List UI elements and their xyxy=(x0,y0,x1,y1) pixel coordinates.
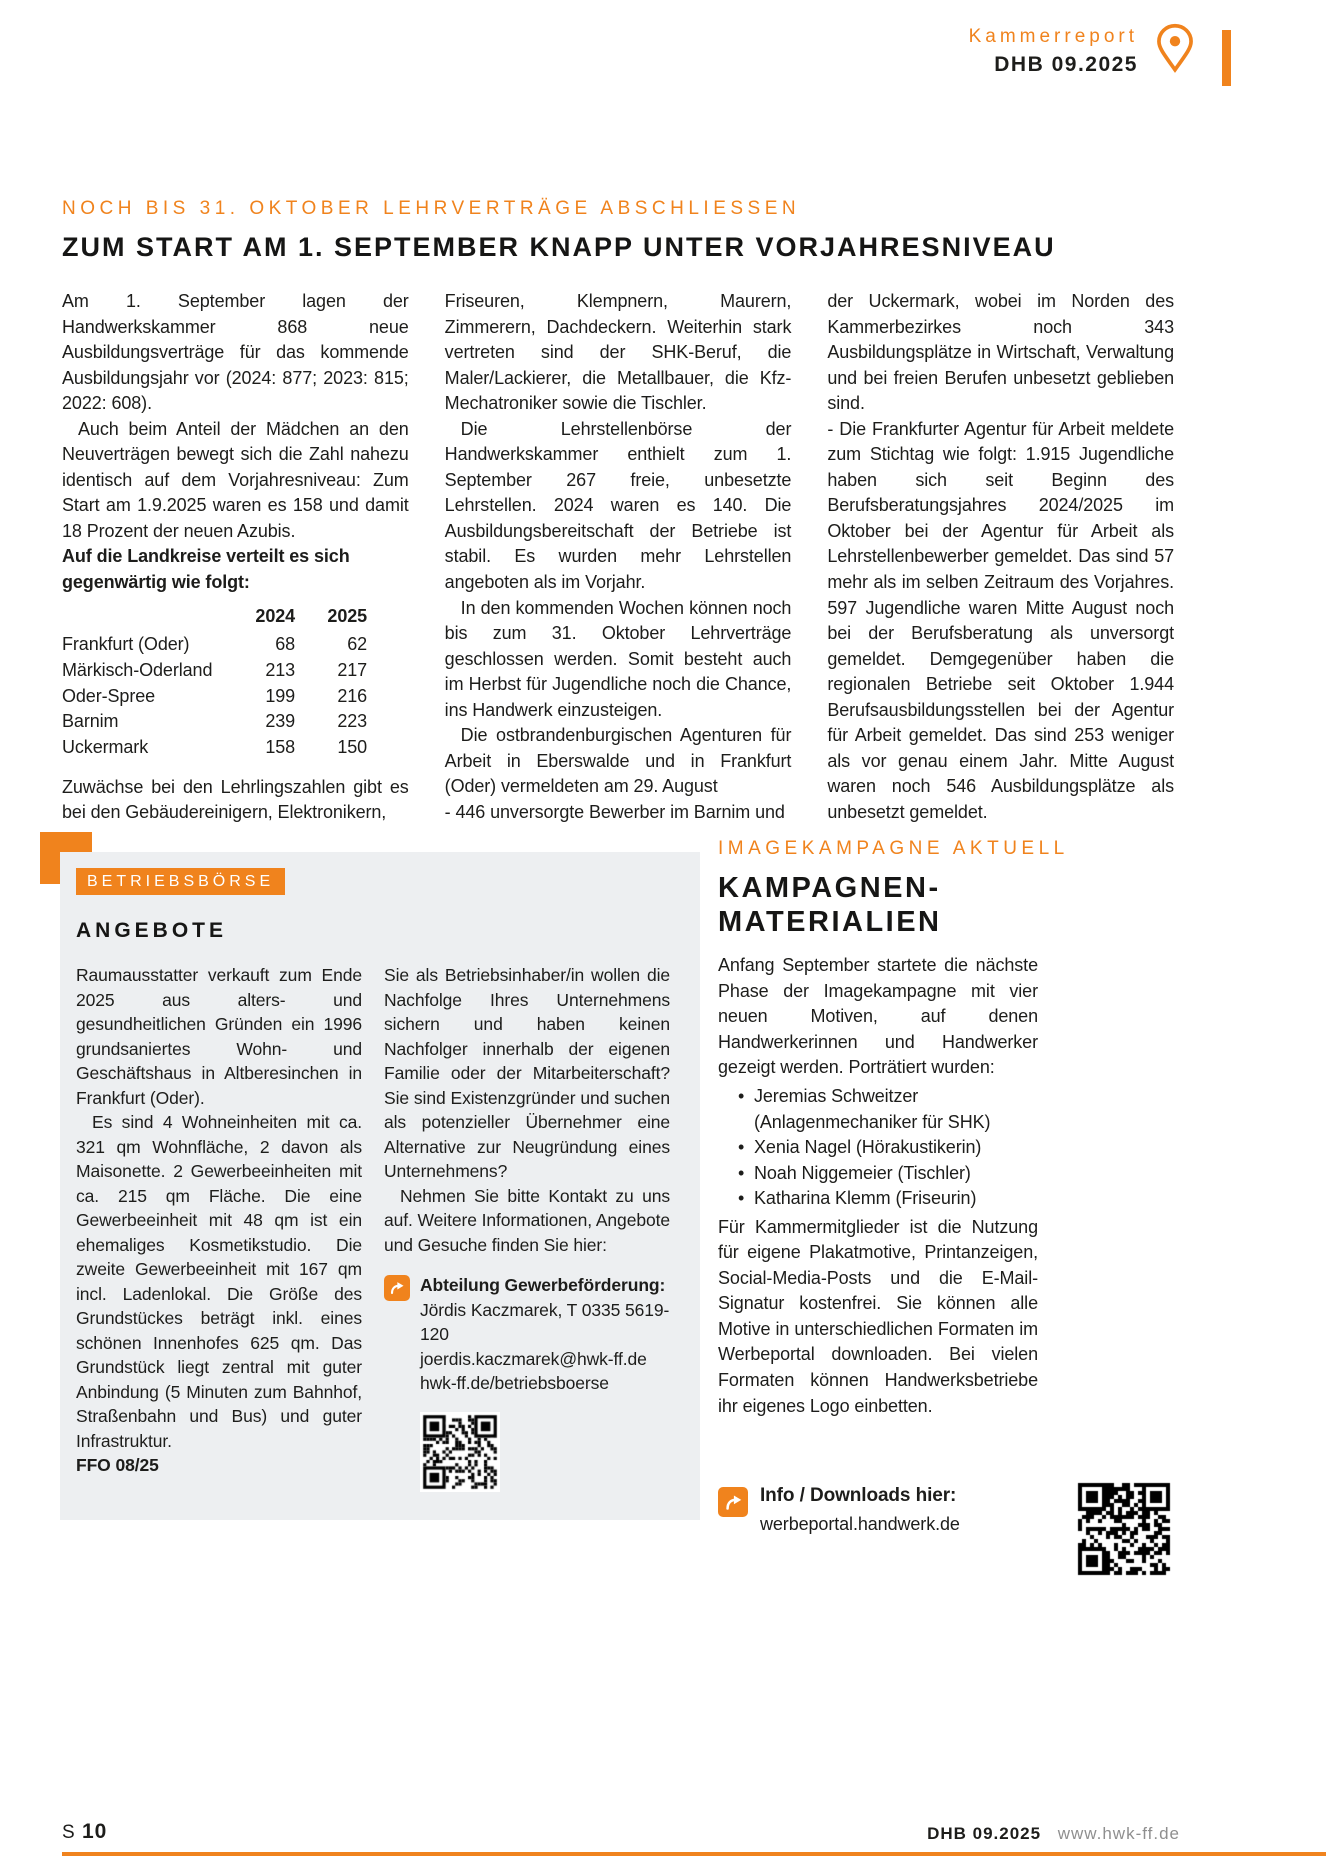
accent-bar xyxy=(1222,30,1231,86)
paragraph: Die ostbrandenburgischen Agenturen für Arbeit in Eberswalde und in Frankfurt (Oder) vermeldeten am 29. August xyxy=(444,725,792,797)
issue-label: DHB 09.2025 xyxy=(994,53,1138,76)
table-header-2025: 2025 xyxy=(327,605,368,626)
table-row xyxy=(62,735,367,761)
info-downloads-row xyxy=(718,1485,1174,1535)
campaign-body xyxy=(718,953,1038,1419)
paragraph: Sie als Betriebsinhaber/in wollen die Nachfolge Ihres Unternehmens sichern und haben keinen Nachfolger innerhalb der eigenen Familie oder der Mitarbeiterschaft? Sie sind Existenzgründer und suchen als potenzieller Übernehmer eine Alternative zur Neugründung eines Unternehmens? xyxy=(384,965,670,1181)
campaign-headline xyxy=(718,872,1174,939)
panel-columns xyxy=(76,963,670,1492)
table-row xyxy=(62,709,367,735)
section-badge: BETRIEBSBÖRSE xyxy=(76,868,285,895)
district-name: Uckermark xyxy=(62,737,149,758)
table-header-2024: 2024 xyxy=(255,605,296,626)
paragraph: Auch beim Anteil der Mädchen an den Neuverträgen bewegt sich die Zahl nahezu identisch auf dem Vorjahresniveau: Zum Start am 1.9.2025 waren es 158 und damit 18 Prozent der neuen Azubis. xyxy=(62,418,409,541)
table-row xyxy=(62,684,367,710)
info-downloads-text xyxy=(760,1485,960,1535)
qr-code-werbeportal xyxy=(1074,1479,1174,1579)
page-prefix: S xyxy=(62,1822,76,1843)
table-row xyxy=(62,632,367,658)
value-2024: 199 xyxy=(265,685,296,706)
value-2024: 213 xyxy=(265,659,296,680)
list-item: • Jeremias Schweitzer (Anlagenmechaniker für SHK) xyxy=(726,1084,1038,1135)
info-label: Info / Downloads hier: xyxy=(760,1485,957,1507)
contact-heading: Abteilung Gewerbeförderung: xyxy=(420,1275,666,1295)
district-name: Märkisch-Oderland xyxy=(62,659,213,680)
districts-table xyxy=(62,604,367,761)
article-kicker: NOCH BIS 31. OKTOBER LEHRVERTRÄGE ABSCHLIESSEN xyxy=(62,198,801,219)
qr-code-betriebsboerse xyxy=(420,1412,500,1492)
district-name: Oder-Spree xyxy=(62,685,156,706)
page-number-value: 10 xyxy=(81,1820,108,1843)
list-item: • Noah Niggemeier (Tischler) xyxy=(726,1161,1038,1187)
footer-accent-rule xyxy=(62,1852,1326,1856)
value-2024: 239 xyxy=(265,711,296,732)
table-row xyxy=(62,658,367,684)
paragraph: - 446 unversorgte Bewerber im Barnim und xyxy=(444,801,785,822)
panel-column-left xyxy=(76,963,362,1492)
footer-website[interactable]: www.hwk-ff.de xyxy=(1057,1824,1180,1843)
contact-block xyxy=(384,1273,670,1396)
value-2024: 68 xyxy=(275,634,296,655)
forward-arrow-icon xyxy=(384,1275,410,1301)
paragraph: Raumausstatter verkauft zum Ende 2025 aus alters- und gesundheitlichen Gründen ein 1996 grundsaniertes Wohn- und Geschäftshaus in Altberesinchen in Frankfurt (Oder). xyxy=(76,965,362,1108)
paragraph: Die Lehrstellenbörse der Handwerkskammer enthielt zum 1. September 267 freie, unbesetzte Lehrstellen. 2024 waren es 140. Die Ausbildungsbereitschaft der Betriebe ist stabil. Es wurden mehr Lehrstellen angeboten als im Vorjahr. xyxy=(444,418,792,593)
paragraph: - Die Frankfurter Agentur für Arbeit meldete zum Stichtag wie folgt: 1.915 Jugendliche haben sich seit Beginn des Berufsberatungsjahres 2024/2025 im Oktober bei der Agentur für Arbeit als Lehrstellenbewerber gemeldet. Das sind 57 mehr als im selben Zeitraum des Vorjahres. 597 Jugendliche waren Mitte August noch bei der Berufsberatung als unversorgt gemeldet. Demgegenüber haben die regionalen Betriebe seit Oktober 1.944 Berufsausbildungsstellen bei der Agentur für Arbeit gemeldet. Das sind 253 weniger als vor genau einem Jahr. Mitte August waren noch 546 Ausbildungsplätze als unbesetzt gemeldet. xyxy=(827,418,1175,822)
location-pin-icon xyxy=(1154,26,1196,74)
table-header-row xyxy=(62,604,367,633)
contact-name-phone: Jördis Kaczmarek, T 0335 5619-120 xyxy=(420,1299,670,1344)
paragraph: der Uckermark, wobei im Norden des Kammerbezirkes noch 343 Ausbildungsplätze in Wirtschaft, Verwaltung und bei freien Berufen unbesetzt geblieben sind. xyxy=(827,291,1175,414)
district-name: Frankfurt (Oder) xyxy=(62,634,190,655)
article-columns xyxy=(62,289,1174,826)
paragraph: Friseuren, Klempnern, Maurern, Zimmerern, Dachdeckern. Weiterhin stark vertreten sind der SHK-Beruf, die Maler/Lackierer, die Metallbauer, die Kfz-Mechatroniker sowie die Tischler. xyxy=(444,291,792,414)
list-item: • Katharina Klemm (Friseurin) xyxy=(726,1186,1038,1212)
paragraph: Am 1. September lagen der Handwerkskammer 868 neue Ausbildungsverträge für das kommende Ausbildungsjahr vor (2024: 877; 2023: 815; 2022: 608). xyxy=(62,291,409,414)
campaign-kicker: IMAGEKAMPAGNE AKTUELL xyxy=(718,838,1069,859)
article-headline: ZUM START AM 1. SEPTEMBER KNAPP UNTER VORJAHRESNIVEAU xyxy=(62,232,1056,262)
contact-details xyxy=(420,1273,670,1396)
paragraph: Zuwächse bei den Lehrlingszahlen gibt es bei den Gebäudereinigern, Elektronikern, xyxy=(62,776,409,823)
district-name: Barnim xyxy=(62,711,119,732)
value-2025: 223 xyxy=(337,711,368,732)
campaign-headline-line2: MATERIALIEN xyxy=(718,905,942,938)
table-intro: Auf die Landkreise verteilt es sich gegenwärtig wie folgt: xyxy=(62,546,350,593)
masthead-text xyxy=(969,26,1138,77)
contact-email[interactable]: joerdis.kaczmarek@hwk-ff.de xyxy=(420,1348,647,1369)
table-header-empty xyxy=(62,604,223,633)
listing-reference: FFO 08/25 xyxy=(76,1455,159,1475)
panel-heading: ANGEBOTE xyxy=(76,919,228,942)
value-2025: 62 xyxy=(347,634,368,655)
article-column-3 xyxy=(827,289,1174,826)
paragraph: Für Kammermitglieder ist die Nutzung für eigene Plakatmotive, Printanzeigen, Social-Media-Posts und die E-Mail-Signatur kostenfrei. Sie können alle Motive in unterschiedlichen Formaten im Werbeportal downloaden. Bei vielen Formaten können Handwerksbetriebe ihr eigenes Logo einbetten. xyxy=(718,1216,1038,1416)
value-2025: 216 xyxy=(337,685,368,706)
paragraph: Anfang September startete die nächste Phase der Imagekampagne mit vier neuen Motiven, auf denen Handwerkerinnen und Handwerker gezeigt werden. Porträtiert wurden: xyxy=(718,955,1038,1078)
paragraph: In den kommenden Wochen können noch bis zum 31. Oktober Lehrverträge geschlossen werden. Somit besteht auch im Herbst für Jugendliche noch die Chance, ins Handwerk einzusteigen. xyxy=(444,597,792,720)
main-article xyxy=(62,198,1174,826)
paragraph: Es sind 4 Wohneinheiten mit ca. 321 qm Wohnfläche, 2 davon als Maisonette. 2 Gewerbeeinheiten mit ca. 215 qm Fläche. Die eine Gewerbeeinheit mit 48 qm ist ein ehemaliges Kosmetikstudio. Die zweite Gewerbeeinheit mit 167 qm incl. Ladenlokal. Die Größe des Grundstückes beträgt inkl. eines schönen Innenhofes 625 qm. Das Grundstück liegt zentral mit guter Anbindung (5 Minuten zum Bahnhof, Straßenbahn und Bus) und guter Infrastruktur. xyxy=(76,1112,362,1451)
footer-meta xyxy=(927,1824,1180,1844)
value-2024: 158 xyxy=(265,737,296,758)
value-2025: 150 xyxy=(337,737,368,758)
list-item: • Xenia Nagel (Hörakustikerin) xyxy=(726,1135,1038,1161)
article-column-2 xyxy=(445,289,792,826)
brand-title: Kammerreport xyxy=(968,26,1138,47)
masthead xyxy=(969,26,1196,77)
panel-column-right xyxy=(384,963,670,1492)
campaign-headline-line1: KAMPAGNEN- xyxy=(718,872,941,904)
paragraph: Nehmen Sie bitte Kontakt zu uns auf. Weitere Informationen, Angebote und Gesuche finden Sie hier: xyxy=(384,1185,670,1255)
campaign-section xyxy=(718,838,1174,1535)
value-2025: 217 xyxy=(337,659,368,680)
portrait-list xyxy=(726,1084,1038,1212)
info-url[interactable]: werbeportal.handwerk.de xyxy=(760,1514,960,1535)
footer-issue: DHB 09.2025 xyxy=(927,1824,1042,1843)
article-column-1 xyxy=(62,289,409,826)
page-number xyxy=(62,1820,107,1844)
betriebsboerse-panel xyxy=(60,852,700,1520)
forward-arrow-icon xyxy=(718,1487,748,1517)
contact-website[interactable]: hwk-ff.de/betriebsboerse xyxy=(420,1373,609,1393)
